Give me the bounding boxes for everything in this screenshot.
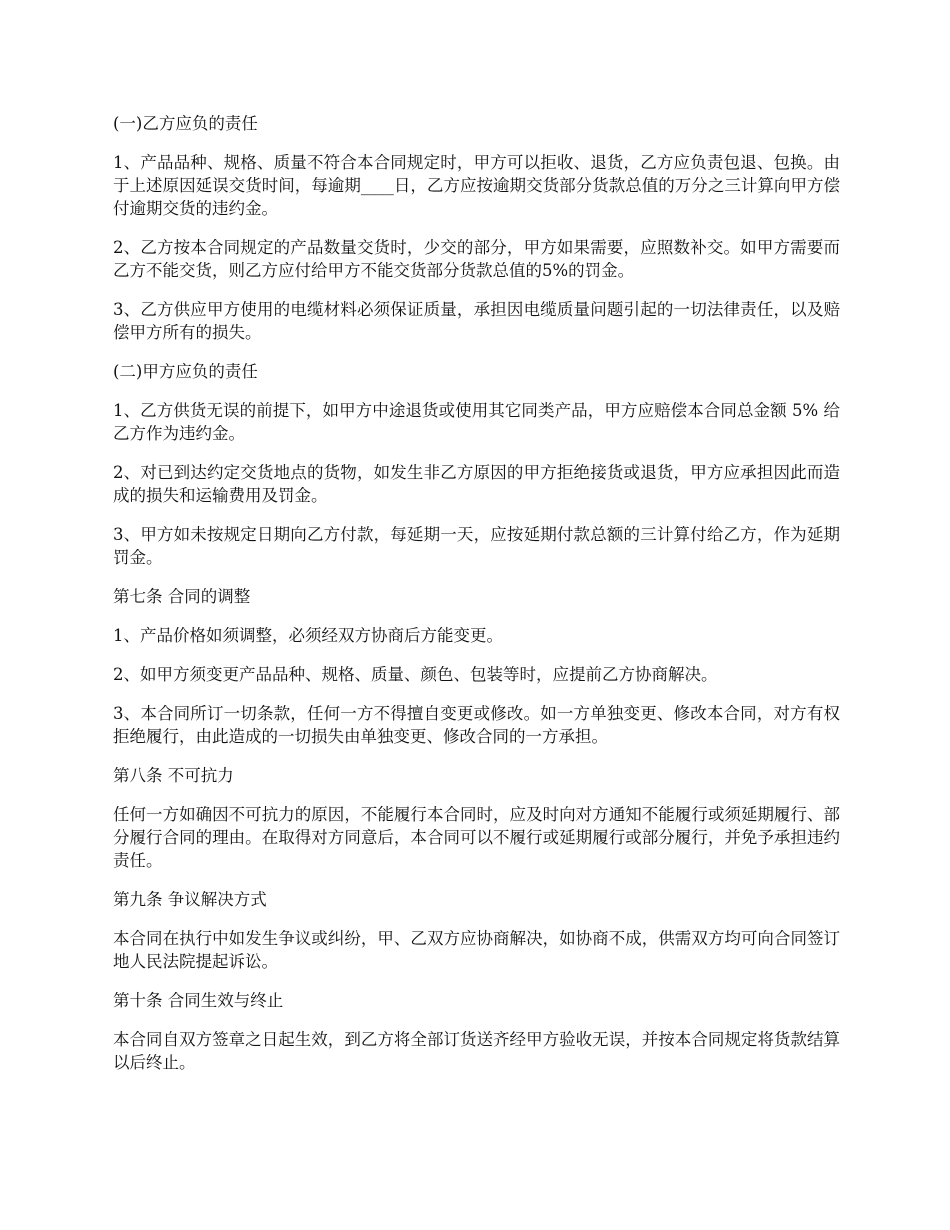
- article-10-body: 本合同自双方签章之日起生效，到乙方将全部订货送齐经甲方验收无误，并按本合同规定将货款结算以后终止。: [113, 1030, 840, 1072]
- clause-a-2: 2、对已到达约定交货地点的货物，如发生非乙方原因的甲方拒绝接货或退货，甲方应承担因此而造成的损失和运输费用及罚金。: [113, 463, 840, 505]
- clause-a-1: 1、乙方供货无误的前提下，如甲方中途退货或使用其它同类产品，甲方应赔偿本合同总金额 5% 给乙方作为违约金。: [113, 401, 840, 443]
- article-9-body: 本合同在执行中如发生争议或纠纷，甲、乙双方应协商解决，如协商不成，供需双方均可向合同签订地人民法院提起诉讼。: [113, 929, 840, 971]
- article-7-heading: 第七条 合同的调整: [113, 587, 251, 606]
- section-heading-party-b-responsibility: (一)乙方应负的责任: [113, 114, 258, 133]
- article-8-body: 任何一方如确因不可抗力的原因，不能履行本合同时，应及时向对方通知不能履行或须延期履行、部分履行合同的理由。在取得对方同意后，本合同可以不履行或延期履行或部分履行，并免予承担违约责任。: [113, 805, 840, 870]
- section-heading-party-a-responsibility: (二)甲方应负的责任: [113, 362, 258, 381]
- article-10-heading: 第十条 合同生效与终止: [113, 991, 284, 1010]
- clause-b-2: 2、乙方按本合同规定的产品数量交货时，少交的部分，甲方如果需要，应照数补交。如甲方需要而乙方不能交货，则乙方应付给甲方不能交货部分货款总值的5%的罚金。: [113, 238, 840, 280]
- article-9-heading: 第九条 争议解决方式: [113, 890, 267, 909]
- article-7-clause-1: 1、产品价格如须调整，必须经双方协商后方能变更。: [113, 626, 503, 645]
- article-7-clause-3: 3、本合同所订一切条款，任何一方不得擅自变更或修改。如一方单独变更、修改本合同，对方有权拒绝履行，由此造成的一切损失由单独变更、修改合同的一方承担。: [113, 704, 840, 746]
- article-8-heading: 第八条 不可抗力: [113, 766, 234, 785]
- clause-b-3: 3、乙方供应甲方使用的电缆材料必须保证质量，承担因电缆质量问题引起的一切法律责任，以及赔偿甲方所有的损失。: [113, 300, 840, 342]
- clause-b-1: 1、产品品种、规格、质量不符合本合同规定时，甲方可以拒收、退货，乙方应负责包退、包换。由于上述原因延误交货时间，每逾期____日，乙方应按逾期交货部分货款总值的万分之三计算向甲方偿付逾期交货的违约金。: [113, 153, 840, 218]
- article-7-clause-2: 2、如甲方须变更产品品种、规格、质量、颜色、包装等时，应提前乙方协商解决。: [113, 665, 718, 684]
- document-page: [113, 112, 840, 1090]
- clause-a-3: 3、甲方如未按规定日期向乙方付款，每延期一天，应按延期付款总额的三计算付给乙方，作为延期罚金。: [113, 525, 840, 567]
